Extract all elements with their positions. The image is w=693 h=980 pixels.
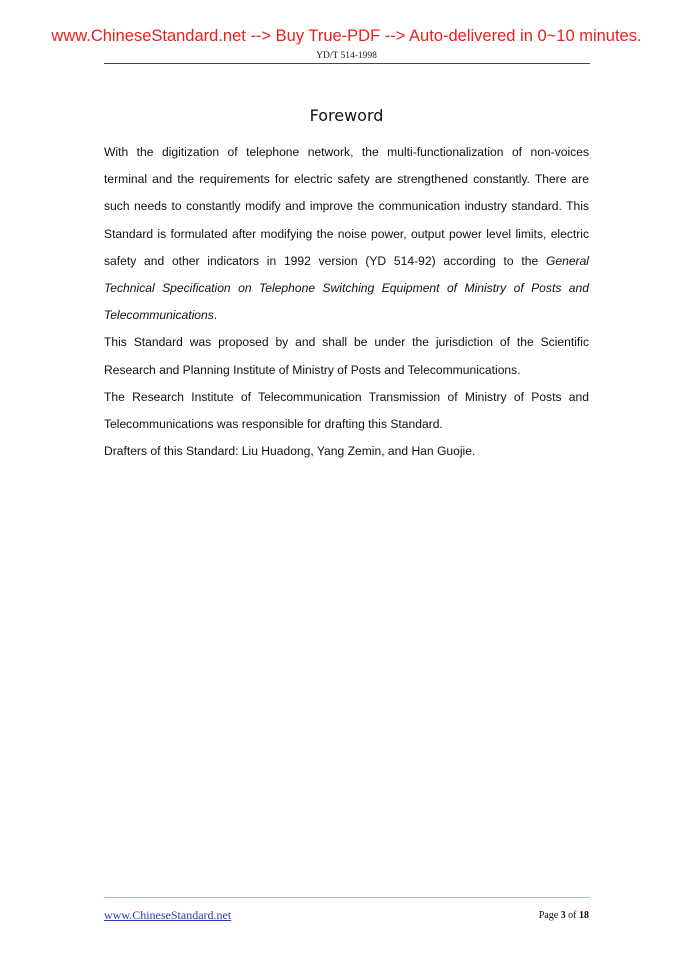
page-of: of: [568, 910, 577, 921]
promo-banner[interactable]: www.ChineseStandard.net --> Buy True-PDF --> Auto-delivered in 0~10 minutes.: [51, 27, 642, 45]
paragraph-text: With the digitization of telephone network, the multi-functionalization of non-voices terminal and the requirements for electric safety are strengthened constantly. There are such needs to constantly modify and improve the communication industry standard. This Standard is formulated after modifying the noise power, output power level limits, electric safety and other indicators in 1992 version (YD 514-92) according to the: [104, 145, 589, 268]
paragraph-drafters: Drafters of this Standard: Liu Huadong, Yang Zemin, and Han Guojie.: [104, 444, 476, 459]
page-total: 18: [579, 910, 589, 921]
foreword-body: [104, 139, 589, 465]
footer-website-link[interactable]: www.ChineseStandard.net: [104, 908, 232, 922]
page-number: [539, 910, 589, 921]
header-divider: [104, 63, 590, 64]
document-code: YD/T 514-1998: [316, 51, 377, 61]
page-label: Page: [538, 910, 559, 921]
paragraph-drafting-unit: The Research Institute of Telecommunication Transmission of Ministry of Posts and Telecommunications was responsible for drafting this Standard.: [104, 389, 589, 432]
paragraph-digitization: [104, 139, 589, 329]
footer-divider: [104, 897, 590, 898]
paragraph-end: .: [213, 308, 218, 323]
page-title: Foreword: [309, 106, 384, 125]
referenced-specification: General Technical Specification on Telephone Switching Equipment of Ministry of Posts and Telecommunications: [104, 253, 589, 323]
page-current: 3: [560, 910, 566, 921]
paragraph-jurisdiction: This Standard was proposed by and shall be under the jurisdiction of the Scientific Research and Planning Institute of Ministry of Posts and Telecommunications.: [104, 335, 589, 377]
